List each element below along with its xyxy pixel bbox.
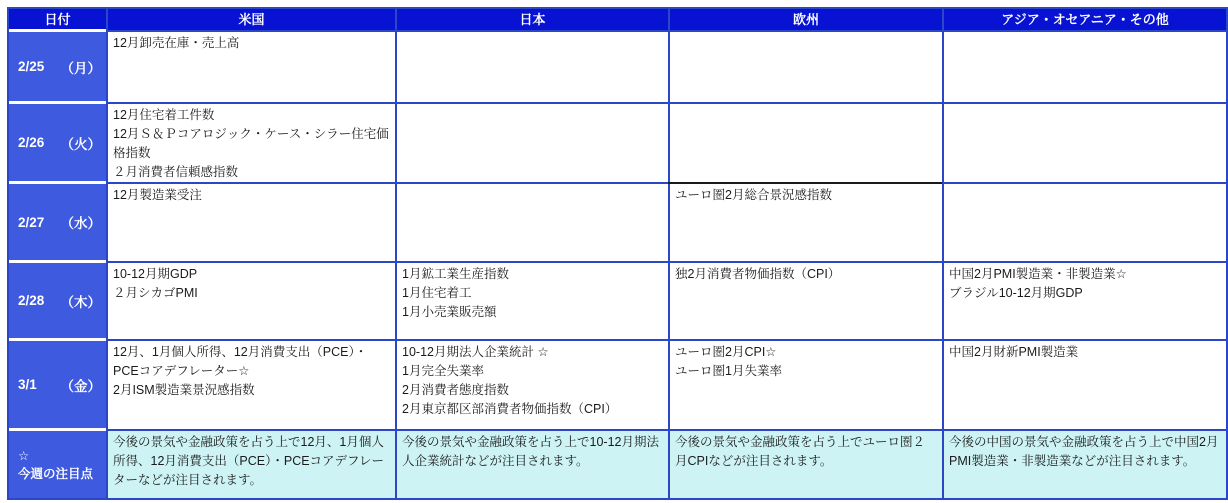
weekday-label: （水） [60,216,101,231]
event-item: 中国2月PMI製造業・非製造業☆ [949,267,1127,281]
header-europe: 欧州 [668,9,942,32]
weekday-label: （火） [60,136,101,152]
event-item: 1月住宅着工 [402,286,472,300]
calendar-row [9,104,1226,184]
highlights-date-cell [9,431,106,498]
event-item: 10-12月期GDP [113,267,198,281]
cell-europe [668,263,942,341]
event-item: 2月ISM製造業景況感指数 [113,383,255,397]
cell-asia [942,184,1226,263]
economic-calendar-table [7,7,1228,500]
cell-us [106,184,395,263]
event-item: ユーロ圏1月失業率 [675,364,782,378]
cell-asia [942,263,1226,341]
date-label: 2/26 [18,135,45,150]
date-cell [9,263,106,341]
event-item: 12月製造業受注 [113,188,202,202]
calendar-row [9,32,1226,104]
cell-japan [395,341,668,431]
date-cell [9,32,106,104]
calendar-row [9,184,1226,263]
star-icon: ☆ [18,448,30,463]
cell-japan [395,32,668,104]
highlights-cell-europe: 今後の景気や金融政策を占う上でユーロ圏２月CPIなどが注目されます。 [668,431,942,498]
cell-japan [395,184,668,263]
highlights-label: 今週の注目点 [18,466,94,481]
date-cell [9,341,106,431]
event-item: ２月シカゴPMI [113,286,198,300]
event-item: 1月完全失業率 [402,364,484,378]
event-item: 2月東京都区部消費者物価指数（CPI） [402,402,618,416]
event-item: 2月消費者態度指数 [402,383,509,397]
event-item: ユーロ圏2月総合景況感指数 [675,188,832,202]
event-item: 1月小売業販売額 [402,305,497,319]
cell-europe [668,184,942,263]
header-japan: 日本 [395,9,668,32]
calendar-rows [9,32,1226,431]
highlights-cell-us: 今後の景気や金融政策を占う上で12月、1月個人所得、12月消費支出（PCE）・PCEコアデフレーターなどが注目されます。 [106,431,395,498]
event-item: 12月、1月個人所得、12月消費支出（PCE）・PCEコアデフレーター☆ [113,345,368,378]
event-item: 1月鉱工業生産指数 [402,267,509,281]
header-date: 日付 [9,9,106,32]
cell-europe [668,32,942,104]
weekly-highlights-row [9,431,1226,498]
event-item: ユーロ圏2月CPI☆ [675,345,777,359]
event-item: 中国2月財新PMI製造業 [949,345,1079,359]
cell-us [106,341,395,431]
event-item: ２月消費者信頼感指数 [113,165,239,179]
cell-japan [395,104,668,184]
cell-us [106,263,395,341]
date-label: 2/25 [18,59,45,74]
cell-japan [395,263,668,341]
cell-us [106,32,395,104]
highlights-cell-asia: 今後の中国の景気や金融政策を占う上で中国2月PMI製造業・非製造業などが注目されます。 [942,431,1226,498]
date-label: 2/28 [18,293,45,308]
date-cell [9,104,106,184]
table-header-row [9,9,1226,32]
event-item: 独2月消費者物価指数（CPI） [675,267,841,281]
event-item: 10-12月期法人企業統計 ☆ [402,345,549,359]
weekday-label: （木） [60,294,101,310]
cell-asia [942,104,1226,184]
header-us: 米国 [106,9,395,32]
event-item: 12月卸売在庫・売上高 [113,36,240,50]
event-item: ブラジル10-12月期GDP [949,286,1083,300]
cell-europe [668,104,942,184]
date-label: 2/27 [18,214,45,230]
cell-asia [942,32,1226,104]
event-item: 12月住宅着工件数 [113,108,215,122]
highlights-cell-japan: 今後の景気や金融政策を占う上で10-12月期法人企業統計などが注目されます。 [395,431,668,498]
cell-us [106,104,395,184]
event-item: 12月Ｓ＆Ｐコアロジック・ケース・シラー住宅価格指数 [113,127,389,160]
date-cell [9,184,106,263]
calendar-row [9,341,1226,431]
cell-europe [668,341,942,431]
calendar-row [9,263,1226,341]
weekday-label: （金） [60,378,101,394]
date-label: 3/1 [18,377,37,392]
cell-asia [942,341,1226,431]
weekday-label: （月） [60,60,101,76]
header-asia: アジア・オセアニア・その他 [942,9,1226,32]
